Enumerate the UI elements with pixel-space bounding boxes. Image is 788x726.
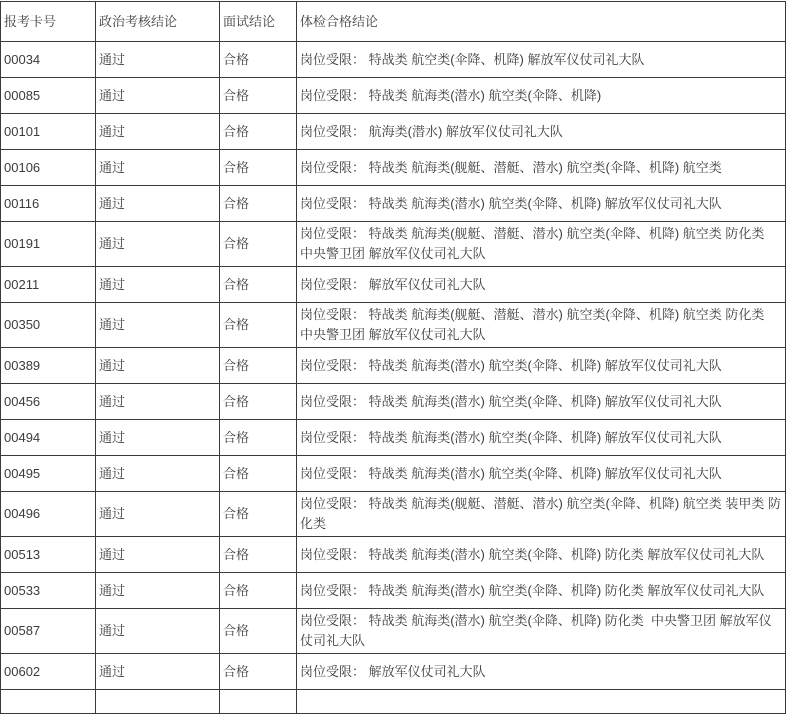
cell-card-no: 00101 [1,114,96,150]
table-row [1,384,786,420]
cell-physical-exam-result: 岗位受限： 解放军仪仗司礼大队 [297,654,786,690]
table-row [1,150,786,186]
table-row [1,222,786,267]
column-header-card-no: 报考卡号 [1,2,96,42]
cell-political-review: 通过 [96,492,220,537]
cell-political-review: 通过 [96,150,220,186]
cell-card-no: 00116 [1,186,96,222]
cell-political-review: 通过 [96,348,220,384]
cell-interview-result: 合格 [220,609,297,654]
cell-interview-result: 合格 [220,186,297,222]
cell-interview-result: 合格 [220,492,297,537]
partial-table-row [1,690,786,714]
cell-interview-result: 合格 [220,573,297,609]
cell-physical-exam-result: 岗位受限： 特战类 航海类(潜水) 航空类(伞降、机降) 防化类 解放军仪仗司礼大队 [297,537,786,573]
cell-interview-result: 合格 [220,420,297,456]
cell-physical-exam-result: 岗位受限： 特战类 航海类(潜水) 航空类(伞降、机降) 解放军仪仗司礼大队 [297,384,786,420]
table-row [1,654,786,690]
cell-interview-result: 合格 [220,384,297,420]
cell-card-no: 00494 [1,420,96,456]
cell-interview-result: 合格 [220,42,297,78]
header-row [1,2,786,42]
column-header-interview-result: 面试结论 [220,2,297,42]
table-row [1,573,786,609]
cell-political-review: 通过 [96,303,220,348]
cell-political-review: 通过 [96,420,220,456]
exam-results-table [0,1,786,714]
cell-interview-result: 合格 [220,222,297,267]
table-row [1,114,786,150]
cell-card-no [1,690,96,714]
cell-political-review: 通过 [96,654,220,690]
cell-card-no: 00034 [1,42,96,78]
table-row [1,420,786,456]
cell-physical-exam-result: 岗位受限： 特战类 航海类(舰艇、潜艇、潜水) 航空类(伞降、机降) 航空类 防化类 中央警卫团 解放军仪仗司礼大队 [297,222,786,267]
cell-physical-exam-result: 岗位受限： 航海类(潜水) 解放军仪仗司礼大队 [297,114,786,150]
cell-physical-exam-result: 岗位受限： 特战类 航空类(伞降、机降) 解放军仪仗司礼大队 [297,42,786,78]
cell-political-review: 通过 [96,573,220,609]
cell-physical-exam-result: 岗位受限： 特战类 航海类(潜水) 航空类(伞降、机降) 解放军仪仗司礼大队 [297,420,786,456]
cell-physical-exam-result: 岗位受限： 特战类 航海类(舰艇、潜艇、潜水) 航空类(伞降、机降) 航空类 装甲类 防化类 [297,492,786,537]
table-row [1,42,786,78]
cell-interview-result: 合格 [220,78,297,114]
cell-political-review: 通过 [96,456,220,492]
table-row [1,537,786,573]
table-row [1,303,786,348]
cell-interview-result: 合格 [220,267,297,303]
cell-card-no: 00496 [1,492,96,537]
column-header-political-review: 政治考核结论 [96,2,220,42]
table-row [1,348,786,384]
table-row [1,78,786,114]
cell-political-review: 通过 [96,537,220,573]
table-row [1,456,786,492]
cell-interview-result: 合格 [220,654,297,690]
cell-card-no: 00389 [1,348,96,384]
cell-card-no: 00085 [1,78,96,114]
cell-physical-exam-result: 岗位受限： 特战类 航海类(潜水) 航空类(伞降、机降) [297,78,786,114]
cell-card-no: 00456 [1,384,96,420]
cell-interview-result: 合格 [220,303,297,348]
cell-political-review: 通过 [96,609,220,654]
cell-interview-result: 合格 [220,537,297,573]
cell-physical-exam-result: 岗位受限： 特战类 航海类(舰艇、潜艇、潜水) 航空类(伞降、机降) 航空类 [297,150,786,186]
cell-physical-exam-result: 岗位受限： 特战类 航海类(潜水) 航空类(伞降、机降) 解放军仪仗司礼大队 [297,456,786,492]
column-header-physical-exam-result: 体检合格结论 [297,2,786,42]
cell-political-review: 通过 [96,267,220,303]
cell-political-review [96,690,220,714]
cell-physical-exam-result: 岗位受限： 特战类 航海类(潜水) 航空类(伞降、机降) 解放军仪仗司礼大队 [297,186,786,222]
cell-interview-result: 合格 [220,150,297,186]
table-row [1,186,786,222]
cell-political-review: 通过 [96,78,220,114]
cell-political-review: 通过 [96,186,220,222]
cell-interview-result: 合格 [220,456,297,492]
cell-card-no: 00602 [1,654,96,690]
cell-physical-exam-result: 岗位受限： 特战类 航海类(潜水) 航空类(伞降、机降) 防化类 解放军仪仗司礼大队 [297,573,786,609]
cell-physical-exam-result [297,690,786,714]
cell-interview-result: 合格 [220,348,297,384]
cell-card-no: 00106 [1,150,96,186]
cell-political-review: 通过 [96,384,220,420]
cell-political-review: 通过 [96,222,220,267]
cell-physical-exam-result: 岗位受限： 解放军仪仗司礼大队 [297,267,786,303]
cell-card-no: 00191 [1,222,96,267]
cell-card-no: 00211 [1,267,96,303]
cell-card-no: 00533 [1,573,96,609]
cell-physical-exam-result: 岗位受限： 特战类 航海类(潜水) 航空类(伞降、机降) 防化类 中央警卫团 解放军仪仗司礼大队 [297,609,786,654]
cell-political-review: 通过 [96,42,220,78]
cell-interview-result [220,690,297,714]
table-row [1,609,786,654]
cell-card-no: 00350 [1,303,96,348]
cell-political-review: 通过 [96,114,220,150]
cell-physical-exam-result: 岗位受限： 特战类 航海类(舰艇、潜艇、潜水) 航空类(伞降、机降) 航空类 防化类 中央警卫团 解放军仪仗司礼大队 [297,303,786,348]
cell-physical-exam-result: 岗位受限： 特战类 航海类(潜水) 航空类(伞降、机降) 解放军仪仗司礼大队 [297,348,786,384]
cell-interview-result: 合格 [220,114,297,150]
table-row [1,492,786,537]
cell-card-no: 00513 [1,537,96,573]
cell-card-no: 00587 [1,609,96,654]
cell-card-no: 00495 [1,456,96,492]
table-row [1,267,786,303]
